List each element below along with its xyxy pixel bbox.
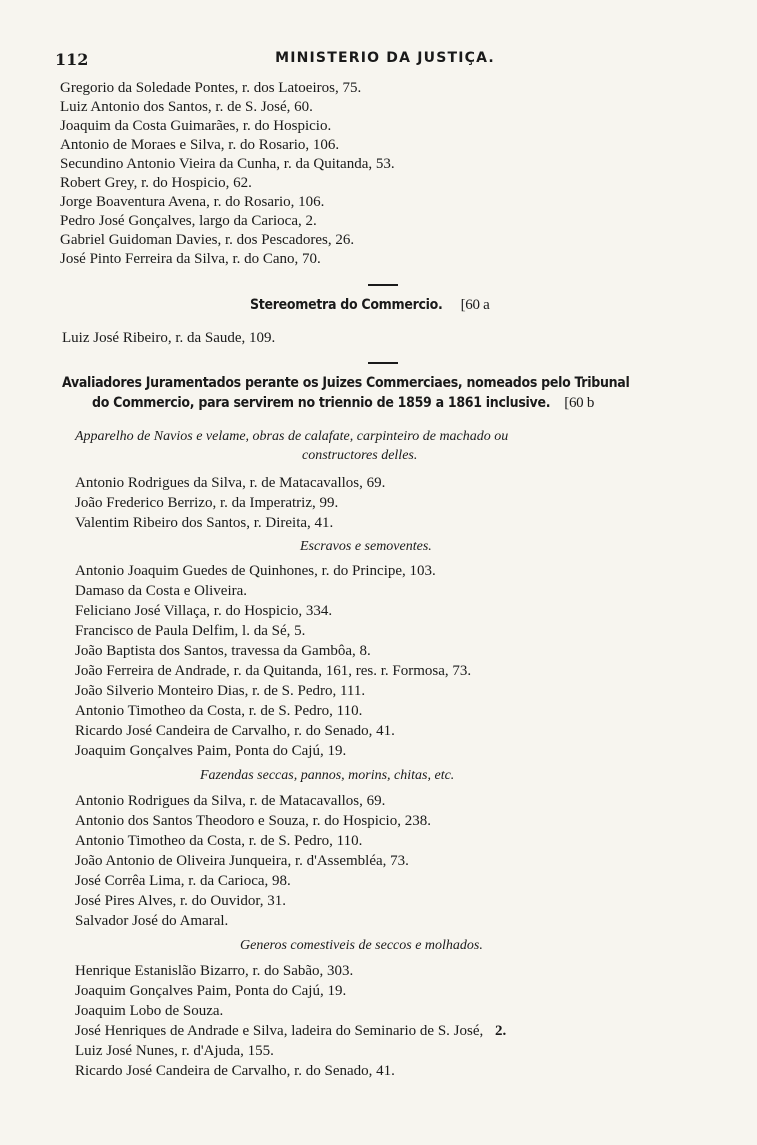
section-heading-text: do Commercio, para servirem no triennio de 1859 a 1861 inclusive. (92, 395, 551, 411)
list-item: Joaquim Gonçalves Paim, Ponta do Cajú, 19. (75, 743, 347, 759)
list-item: Francisco de Paula Delfim, l. da Sé, 5. (75, 623, 306, 639)
list-item: Antonio Timotheo da Costa, r. de S. Pedro, 110. (75, 833, 363, 849)
list-item: João Baptista dos Santos, travessa da Gambôa, 8. (75, 643, 371, 659)
list-item: José Corrêa Lima, r. da Carioca, 98. (75, 873, 291, 889)
list-item: João Antonio de Oliveira Junqueira, r. d'Assembléa, 73. (75, 853, 409, 869)
list-item: Luiz Antonio dos Santos, r. de S. José, 60. (60, 99, 313, 115)
list-item-text: José Henriques de Andrade e Silva, ladeira do Seminario de S. José, (75, 1023, 484, 1039)
list-item: Salvador José do Amaral. (75, 913, 229, 929)
subsection-title: Escravos e semoventes. (300, 539, 432, 554)
subsection-title: Generos comestiveis de seccos e molhados. (240, 938, 483, 953)
list-item: Antonio Timotheo da Costa, r. de S. Pedro, 110. (75, 703, 363, 719)
section-heading-avaliadores: Avaliadores Juramentados perante os Juizes Commerciaes, nomeados pelo Tribunal (62, 375, 630, 391)
section-heading-avaliadores-line2 (92, 394, 594, 412)
page-header (55, 50, 715, 72)
list-item: Luiz José Ribeiro, r. da Saude, 109. (62, 330, 276, 346)
list-item: Gabriel Guidoman Davies, r. dos Pescadores, 26. (60, 232, 355, 248)
section-ref: [60 b (564, 395, 595, 411)
subsection-title: Fazendas seccas, pannos, morins, chitas, etc. (200, 768, 455, 783)
list-item (75, 1022, 506, 1040)
list-item-trailing-number: 2. (495, 1023, 507, 1039)
list-item: Ricardo José Candeira de Carvalho, r. do Senado, 41. (75, 723, 395, 739)
list-item: Henrique Estanislão Bizarro, r. do Sabão, 303. (75, 963, 354, 979)
list-item: João Frederico Berrizo, r. da Imperatriz, 99. (75, 495, 339, 511)
list-item: Feliciano José Villaça, r. do Hospicio, 334. (75, 603, 333, 619)
subsection-title-continuation: constructores delles. (302, 448, 418, 463)
list-item: Damaso da Costa e Oliveira. (75, 583, 248, 599)
list-item: João Ferreira de Andrade, r. da Quitanda, 161, res. r. Formosa, 73. (75, 663, 472, 679)
section-heading-stereometra (250, 296, 490, 314)
list-item: João Silverio Monteiro Dias, r. de S. Pedro, 111. (75, 683, 366, 699)
list-item: Jorge Boaventura Avena, r. do Rosario, 106. (60, 194, 325, 210)
list-item: Valentim Ribeiro dos Santos, r. Direita, 41. (75, 515, 334, 531)
list-item: Ricardo José Candeira de Carvalho, r. do Senado, 41. (75, 1063, 395, 1079)
list-item: Robert Grey, r. do Hospicio, 62. (60, 175, 252, 191)
list-item: Antonio de Moraes e Silva, r. do Rosario, 106. (60, 137, 340, 153)
section-heading-text: Stereometra do Commercio. (250, 297, 443, 313)
list-item: Antonio Rodrigues da Silva, r. de Matacavallos, 69. (75, 793, 386, 809)
section-ref: [60 a (460, 297, 490, 313)
list-item: Joaquim da Costa Guimarães, r. do Hospicio. (60, 118, 332, 134)
list-item: Luiz José Nunes, r. d'Ajuda, 155. (75, 1043, 274, 1059)
page-number: 112 (55, 50, 89, 69)
list-item: Antonio Rodrigues da Silva, r. de Matacavallos, 69. (75, 475, 386, 491)
running-title: MINISTERIO DA JUSTIÇA. (275, 50, 495, 66)
list-item: Pedro José Gonçalves, largo da Carioca, 2. (60, 213, 317, 229)
list-item: José Pires Alves, r. do Ouvidor, 31. (75, 893, 287, 909)
list-item: Antonio dos Santos Theodoro e Souza, r. do Hospicio, 238. (75, 813, 431, 829)
list-item: Joaquim Gonçalves Paim, Ponta do Cajú, 19. (75, 983, 347, 999)
list-item: Antonio Joaquim Guedes de Quinhones, r. do Principe, 103. (75, 563, 436, 579)
list-item: Secundino Antonio Vieira da Cunha, r. da Quitanda, 53. (60, 156, 395, 172)
list-item: Joaquim Lobo de Souza. (75, 1003, 224, 1019)
list-item: Gregorio da Soledade Pontes, r. dos Latoeiros, 75. (60, 80, 362, 96)
section-divider (368, 284, 398, 286)
section-divider (368, 362, 398, 364)
subsection-title: Apparelho de Navios e velame, obras de calafate, carpinteiro de machado ou (75, 429, 509, 444)
list-item: José Pinto Ferreira da Silva, r. do Cano, 70. (60, 251, 321, 267)
